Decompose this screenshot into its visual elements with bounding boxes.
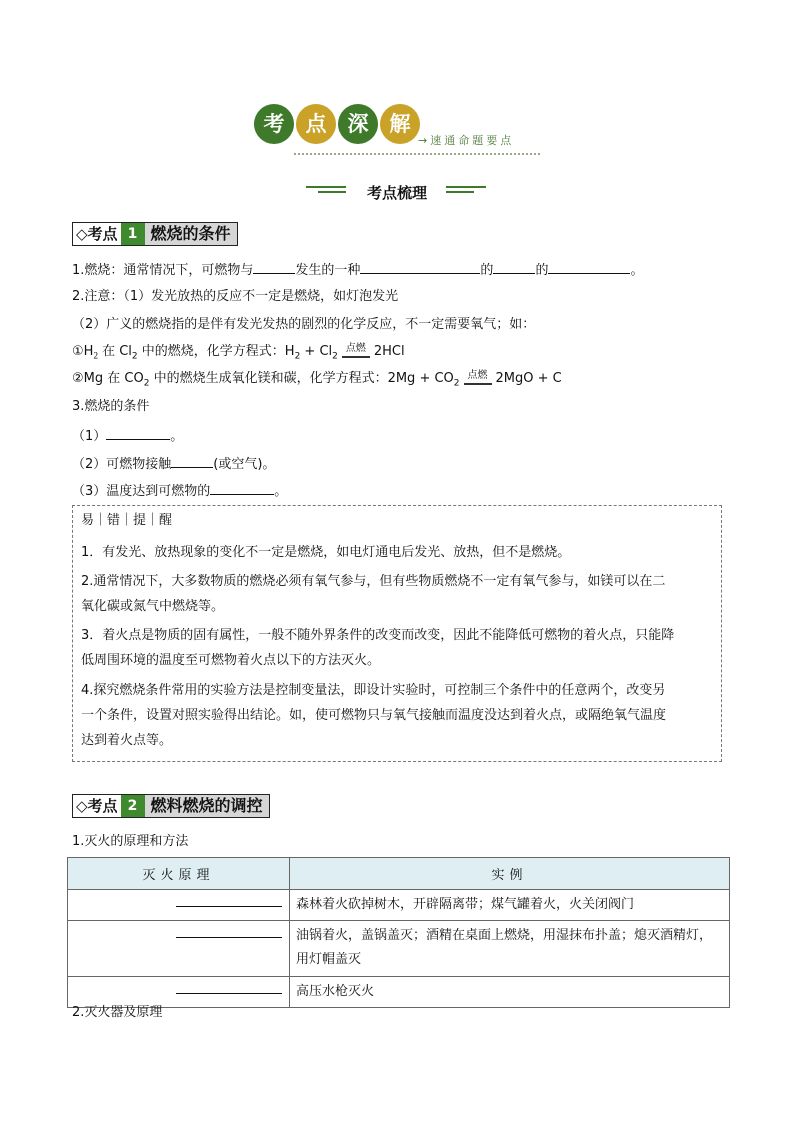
reaction-condition: 点燃 xyxy=(338,343,374,358)
reminder-4c: 达到着火点等。 xyxy=(81,733,173,748)
reminder-2b: 氧化碳或氮气中燃烧等。 xyxy=(81,599,225,614)
reaction-condition: 点燃 xyxy=(460,370,496,385)
reminder-3a: 3．着火点是物质的固有属性，一般不随外界条件的改变而改变，因此不能降低可燃物的着火点，只能降 xyxy=(81,628,675,643)
kaodian-label: ◇考点 xyxy=(73,795,121,817)
subscript: 2 xyxy=(294,351,301,362)
kp1-line-7 xyxy=(72,426,183,446)
text: 的 xyxy=(535,263,549,278)
text: 发生的一种 xyxy=(295,263,361,278)
fill-blank[interactable] xyxy=(493,260,535,274)
banner-char-1: 考 xyxy=(254,104,294,144)
principle-blank-cell[interactable] xyxy=(68,890,290,921)
reminder-heading: 易｜错｜提｜醒 xyxy=(81,513,173,528)
text: 。 xyxy=(630,263,644,278)
table-row xyxy=(68,977,730,1008)
title-bars-right xyxy=(446,186,486,200)
text: (或空气)。 xyxy=(213,457,276,472)
banner-char-3: 深 xyxy=(338,104,378,144)
kp1-line-9 xyxy=(72,481,287,501)
column-header: 实例 xyxy=(290,858,730,890)
principle-blank-cell[interactable] xyxy=(68,977,290,1008)
text: 中的燃烧生成氧化镁和碳，化学方程式：2Mg + CO xyxy=(149,371,454,386)
text: （1） xyxy=(72,429,107,444)
kaodian-number: 2 xyxy=(121,795,145,817)
text: ②Mg 在 CO xyxy=(72,371,144,386)
reminder-2a: 2.通常情况下，大多数物质的燃烧必须有氧气参与，但有些物质燃烧不一定有氧气参与，如镁可以在二 xyxy=(81,574,666,589)
fill-blank[interactable] xyxy=(253,260,295,274)
example-cell: 高压水枪灭火 xyxy=(290,977,730,1008)
kp2-line-1: 1.灭火的原理和方法 xyxy=(72,834,189,849)
fill-blank[interactable] xyxy=(360,260,480,274)
kaodian-label: ◇考点 xyxy=(73,223,121,245)
fill-blank[interactable] xyxy=(176,993,282,994)
kaodian-title: 燃料燃烧的调控 xyxy=(145,795,269,817)
kp1-line-6: 3.燃烧的条件 xyxy=(72,399,150,414)
table-header-row xyxy=(68,858,730,890)
reminder-4b: 一个条件，设置对照实验得出结论。如，使可燃物只与氧气接触而温度没达到着火点，或隔绝氧气温度 xyxy=(81,708,667,723)
text: 。 xyxy=(274,484,288,499)
fill-blank[interactable] xyxy=(176,906,282,907)
text: 1.燃烧：通常情况下，可燃物与 xyxy=(72,263,254,278)
text: 。 xyxy=(170,429,184,444)
banner-divider xyxy=(294,153,540,155)
section-title-text: 考点梳理 xyxy=(366,184,427,202)
column-header: 灭火原理 xyxy=(68,858,290,890)
example-cell: 油锅着火，盖锅盖灭；酒精在桌面上燃烧，用湿抹布扑盖；熄灭酒精灯，用灯帽盖灭 xyxy=(290,921,730,977)
kp1-equation-2 xyxy=(72,370,562,393)
kaodian-number: 1 xyxy=(121,223,145,245)
fill-blank[interactable] xyxy=(171,454,213,468)
kaodian-1-heading xyxy=(72,222,238,246)
kp1-line-8 xyxy=(72,454,275,474)
kaodian-title: 燃烧的条件 xyxy=(145,223,237,245)
title-bars-left xyxy=(306,186,346,200)
fire-extinguishing-table xyxy=(67,857,730,1008)
banner-tagline: →速通命题要点 xyxy=(418,134,515,147)
banner-char-4: 解 xyxy=(380,104,420,144)
subscript: 2 xyxy=(131,351,138,362)
text: （3）温度达到可燃物的 xyxy=(72,484,211,499)
kp1-line-3: （2）广义的燃烧指的是伴有发光发热的剧烈的化学反应，不一定需要氧气；如： xyxy=(72,317,536,332)
text: 的 xyxy=(480,263,494,278)
text: 在 Cl xyxy=(97,344,132,359)
text: 中的燃烧，化学方程式：H xyxy=(137,344,295,359)
text: （2）可燃物接触 xyxy=(72,457,172,472)
fill-blank[interactable] xyxy=(176,937,282,938)
table-row xyxy=(68,921,730,977)
error-reminder-box xyxy=(72,505,722,762)
text: + Cl xyxy=(300,344,333,359)
table-row xyxy=(68,890,730,921)
subscript: 2 xyxy=(453,378,460,389)
reminder-4a: 4.探究燃烧条件常用的实验方法是控制变量法，即设计实验时，可控制三个条件中的任意两个，改变另 xyxy=(81,683,666,698)
kp1-equation-1 xyxy=(72,343,405,366)
subscript: 2 xyxy=(93,350,98,361)
subscript: 2 xyxy=(143,378,150,389)
subscript: 2 xyxy=(332,351,338,362)
principle-blank-cell[interactable] xyxy=(68,921,290,977)
fill-blank[interactable] xyxy=(106,426,170,440)
kp1-line-2: 2.注意：（1）发光放热的反应不一定是燃烧，如灯泡发光 xyxy=(72,289,399,304)
kp2-line-2: 2.灭火器及原理 xyxy=(72,1005,163,1020)
fill-blank[interactable] xyxy=(210,481,274,495)
text: ①H xyxy=(72,344,94,359)
kp1-line-1 xyxy=(72,260,643,280)
reminder-1: 1．有发光、放热现象的变化不一定是燃烧，如电灯通电后发光、放热，但不是燃烧。 xyxy=(81,545,571,560)
section-title xyxy=(306,182,488,204)
text: 2HCl xyxy=(373,344,405,359)
banner-char-2: 点 xyxy=(296,104,336,144)
example-cell: 森林着火砍掉树木，开辟隔离带；煤气罐着火，火关闭阀门 xyxy=(290,890,730,921)
banner xyxy=(254,104,554,158)
kaodian-2-heading xyxy=(72,794,270,818)
reminder-3b: 低周围环境的温度至可燃物着火点以下的方法灭火。 xyxy=(81,653,381,668)
fill-blank[interactable] xyxy=(548,260,630,274)
text: 2MgO + C xyxy=(495,371,562,386)
